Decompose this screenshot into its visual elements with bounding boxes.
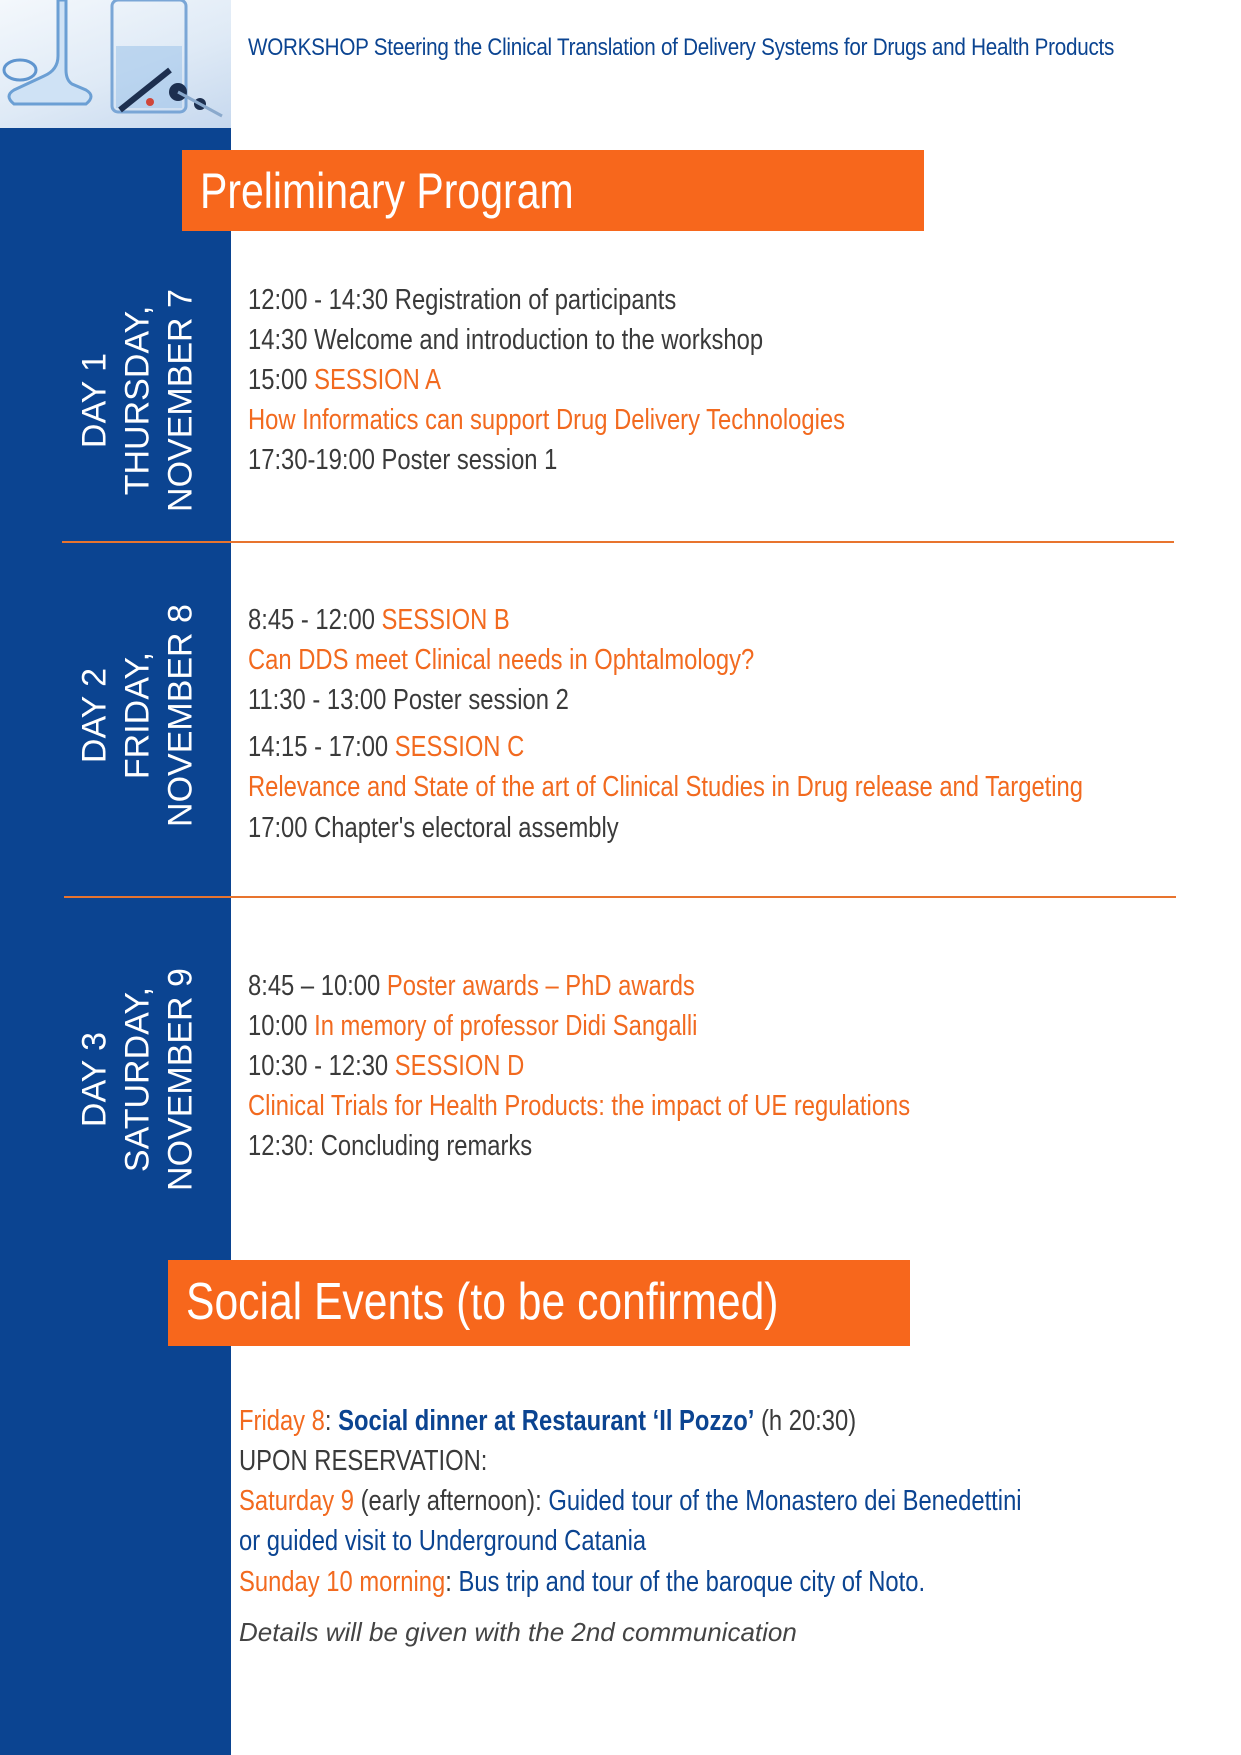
session-topic: How Informatics can support Drug Delivery Technologies <box>248 404 845 436</box>
schedule-item: 17:00 Chapter's electoral assembly <box>248 812 619 844</box>
schedule-item: 12:00 - 14:30 Registration of participants <box>248 284 677 316</box>
social-title: Social Events (to be confirmed) <box>186 1273 779 1331</box>
schedule-item: 8:45 – 10:00 Poster awards – PhD awards <box>248 970 695 1002</box>
day-divider <box>62 541 1174 543</box>
friday-event: Social dinner at Restaurant ‘Il Pozzo’ <box>338 1405 755 1437</box>
friday-time: (h 20:30) <box>754 1405 857 1437</box>
session-label: SESSION D <box>388 1050 525 1082</box>
session-label: SESSION C <box>388 731 525 763</box>
schedule-item: 14:15 - 17:00 SESSION C <box>248 731 525 763</box>
schedule-item: 12:30: Concluding remarks <box>248 1130 533 1162</box>
day-3-date: NOVEMBER 9 <box>161 968 200 1191</box>
day-1-date: NOVEMBER 7 <box>161 289 200 512</box>
day-3-label <box>74 915 203 1245</box>
reservation-note: UPON RESERVATION: <box>239 1445 488 1477</box>
day-3-number: DAY 3 <box>75 1031 114 1128</box>
schedule-item: 17:30-19:00 Poster session 1 <box>248 444 558 476</box>
program-title: Preliminary Program <box>200 163 574 219</box>
social-item-sunday: Sunday 10 morning: Bus trip and tour of the baroque city of Noto. <box>239 1566 926 1598</box>
lab-glassware-illustration <box>0 0 231 128</box>
schedule-item: 8:45 - 12:00 SESSION B <box>248 604 510 636</box>
workshop-title: WORKSHOP Steering the Clinical Translation of Delivery Systems for Drugs and Health Products <box>248 34 1115 61</box>
schedule-item: 11:30 - 13:00 Poster session 2 <box>248 684 569 716</box>
day-3-weekday: SATURDAY, <box>118 986 157 1173</box>
day-2-weekday: FRIDAY, <box>118 651 157 780</box>
session-topic: Can DDS meet Clinical needs in Ophtalmology? <box>248 644 755 676</box>
saturday-event-cont: or guided visit to Underground Catania <box>239 1525 647 1557</box>
day-2-label <box>74 551 203 881</box>
day-divider <box>64 896 1176 898</box>
session-label: In memory of professor Didi Sangalli <box>307 1010 698 1042</box>
day-1-weekday: THURSDAY, <box>118 305 157 496</box>
saturday-event: Guided tour of the Monastero dei Benedettini <box>548 1485 1022 1517</box>
day-3-schedule <box>248 970 1150 1170</box>
schedule-item: 15:00 SESSION A <box>248 364 442 396</box>
day-2-schedule <box>248 604 1150 844</box>
session-topic: Relevance and State of the art of Clinical Studies in Drug release and Targeting <box>248 771 1084 803</box>
day-2-number: DAY 2 <box>75 667 114 764</box>
session-label: SESSION A <box>307 364 442 396</box>
social-events-list <box>239 1405 1141 1605</box>
sunday-event: Bus trip and tour of the baroque city of Noto. <box>458 1566 926 1598</box>
social-item-friday: Friday 8: Social dinner at Restaurant ‘Il Pozzo’ (h 20:30) <box>239 1405 857 1437</box>
session-topic: Clinical Trials for Health Products: the impact of UE regulations <box>248 1090 911 1122</box>
social-banner <box>168 1260 910 1346</box>
saturday-label: Saturday 9 <box>239 1485 355 1517</box>
session-label: Poster awards – PhD awards <box>386 970 695 1002</box>
session-label: SESSION B <box>374 604 510 636</box>
schedule-item: 10:30 - 12:30 SESSION D <box>248 1050 525 1082</box>
sunday-label: Sunday 10 morning <box>239 1566 446 1598</box>
schedule-item: 14:30 Welcome and introduction to the workshop <box>248 324 764 356</box>
day-1-label <box>74 236 203 566</box>
day-1-schedule <box>248 284 1150 484</box>
day-2-date: NOVEMBER 8 <box>161 604 200 827</box>
friday-label: Friday 8 <box>239 1405 325 1437</box>
social-item-saturday: Saturday 9 (early afternoon): Guided tour of the Monastero dei Benedettini <box>239 1485 1022 1517</box>
day-1-number: DAY 1 <box>75 352 114 449</box>
schedule-item: 10:00 In memory of professor Didi Sangalli <box>248 1010 698 1042</box>
program-banner <box>182 150 924 231</box>
lab-glassware-icon <box>0 0 231 128</box>
details-note: Details will be given with the 2nd communication <box>239 1617 797 1647</box>
